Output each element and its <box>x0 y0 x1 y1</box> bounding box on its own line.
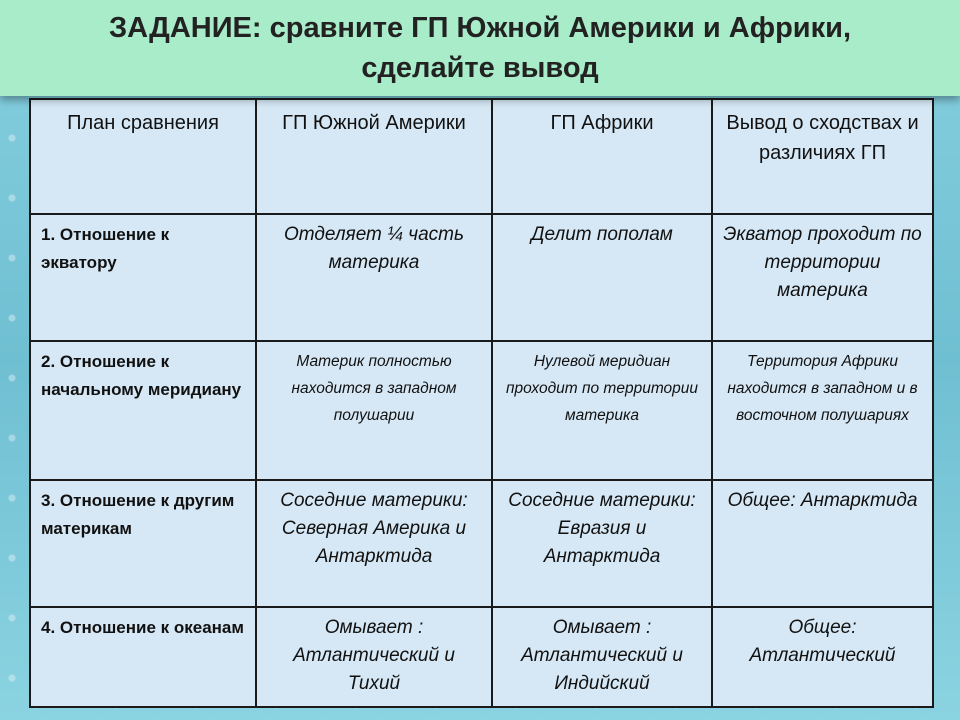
cell-conclusion: Экватор проходит по территории материка <box>712 214 933 341</box>
header-conclusion: Вывод о сходствах и различиях ГП <box>712 99 933 214</box>
table-row <box>30 214 933 341</box>
cell-africa: Нулевой меридиан проходит по территории материка <box>492 341 712 480</box>
table-row <box>30 341 933 480</box>
header-south-america: ГП Южной Америки <box>256 99 492 214</box>
row-label: 3. Отношение к другим материкам <box>30 480 256 607</box>
cell-conclusion: Территория Африки находится в западном и в восточном полушариях <box>712 341 933 480</box>
table-header-row <box>30 99 933 214</box>
cell-conclusion: Общее: Атлантический <box>712 607 933 707</box>
cell-south-america: Омывает : Атлантический и Тихий <box>256 607 492 707</box>
cell-south-america: Отделяет ¼ часть материка <box>256 214 492 341</box>
header-africa: ГП Африки <box>492 99 712 214</box>
title-banner <box>0 0 960 96</box>
cell-south-america: Соседние материки: Северная Америка и Антарктида <box>256 480 492 607</box>
cell-africa: Соседние материки: Евразия и Антарктида <box>492 480 712 607</box>
header-plan: План сравнения <box>30 99 256 214</box>
table-row <box>30 480 933 607</box>
page-title: ЗАДАНИЕ: сравните ГП Южной Америки и Африки, сделайте вывод <box>108 12 852 84</box>
cell-africa: Делит пополам <box>492 214 712 341</box>
cell-africa: Омывает : Атлантический и Индийский <box>492 607 712 707</box>
comparison-table <box>29 98 934 708</box>
cell-south-america: Материк полностью находится в западном полушарии <box>256 341 492 480</box>
row-label: 1. Отношение к экватору <box>30 214 256 341</box>
row-label: 2. Отношение к начальному меридиану <box>30 341 256 480</box>
row-label: 4. Отношение к океанам <box>30 607 256 707</box>
cell-conclusion: Общее: Антарктида <box>712 480 933 607</box>
comparison-table-container <box>29 98 932 706</box>
table-row <box>30 607 933 707</box>
